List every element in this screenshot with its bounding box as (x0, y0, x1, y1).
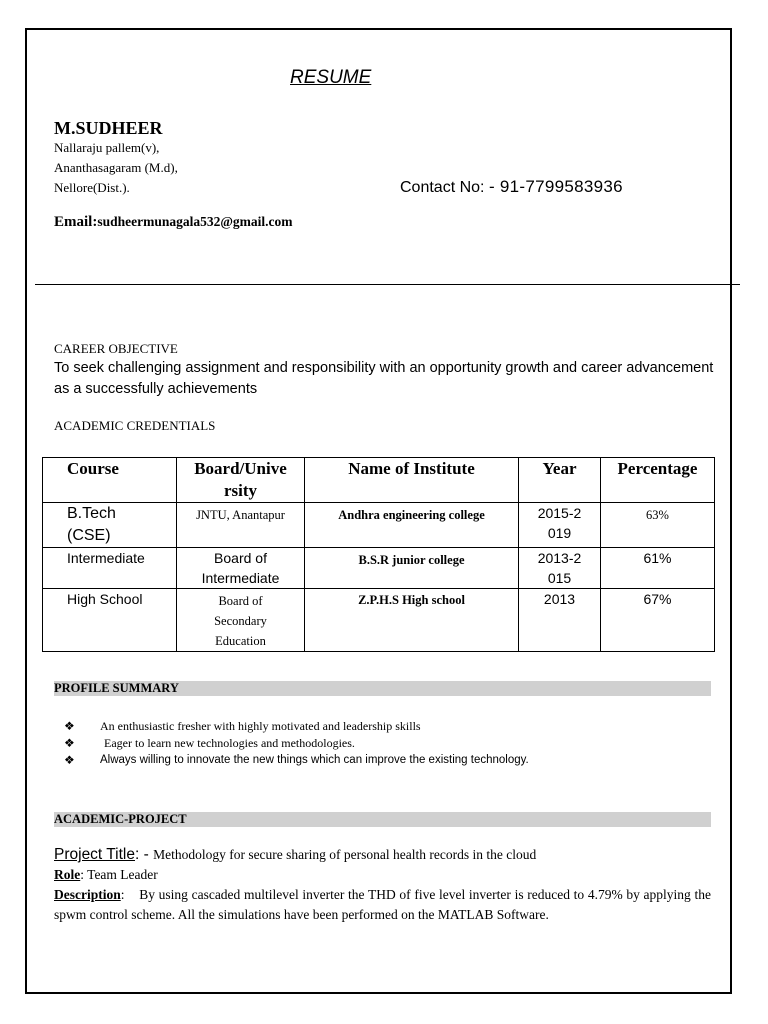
career-objective-text: To seek challenging assignment and responsibility with an opportunity growth and career advancement as a successfully achievements (54, 360, 714, 397)
candidate-name: M.SUDHEER (54, 118, 163, 138)
cell-course (43, 503, 177, 548)
cell-board (177, 548, 305, 589)
col-board (177, 458, 305, 503)
cell-year-text: 2013-2015 (537, 550, 582, 586)
address-line-2: Ananthasagaram (M.d), (54, 160, 178, 175)
col-course: Course (43, 458, 177, 503)
cell-year (519, 548, 601, 589)
table-row (43, 589, 715, 652)
project-description (54, 885, 711, 924)
cell-year: 2013 (519, 589, 601, 652)
project-role-line (54, 867, 711, 883)
list-item (64, 718, 529, 735)
cell-course: High School (43, 589, 177, 652)
cell-course (43, 548, 177, 589)
table-header-row (43, 458, 715, 503)
project-title: Methodology for secure sharing of personal health records in the cloud (153, 847, 537, 862)
description-label: Description (54, 887, 121, 902)
contact-number (400, 177, 623, 197)
col-institute: Name of Institute (305, 458, 519, 503)
project-title-line (54, 846, 711, 864)
role-value: Team Leader (87, 867, 158, 882)
address-line-3: Nellore(Dist.). (54, 180, 130, 195)
profile-item-text: Eager to learn new technologies and methodologies. (104, 736, 355, 750)
academic-project-heading: ACADEMIC-PROJECT (54, 812, 711, 827)
address-line-1: Nallaraju pallem(v), (54, 140, 160, 155)
diamond-bullet-icon: ❖ (64, 753, 75, 767)
contact-value: - 91-7799583936 (488, 177, 623, 196)
table-row (43, 503, 715, 548)
email (54, 214, 293, 231)
col-percentage-label: Percentage (617, 459, 698, 478)
list-item (64, 735, 529, 752)
profile-item-text: An enthusiastic fresher with highly motivated and leadership skills (100, 719, 421, 733)
description-text: By using cascaded multilevel inverter the THD of five level inverter is reduced to 4.79% by applying the spwm control scheme. All the simulations have been performed on the MATLAB Software. (54, 887, 711, 922)
col-percentage (601, 458, 715, 503)
email-address[interactable]: sudheermunagala532@gmail.com (97, 214, 293, 229)
cell-percentage: 67% (601, 589, 715, 652)
academic-table (42, 457, 715, 652)
academic-credentials-heading: ACADEMIC CREDENTIALS (54, 418, 216, 433)
description-separator: : (120, 887, 140, 902)
cell-institute: Z.P.H.S High school (305, 589, 519, 652)
cell-institute: B.S.R junior college (305, 548, 519, 589)
cell-board (177, 589, 305, 652)
cell-course-text: B.Tech (CSE) (67, 505, 116, 544)
cell-year (519, 503, 601, 548)
project-title-separator: : - (134, 846, 154, 863)
email-label: Email: (54, 214, 98, 230)
project-title-label: Project Title (54, 846, 135, 863)
cell-board: JNTU, Anantapur (177, 503, 305, 548)
cell-board-text: Board of Intermediate (201, 550, 280, 586)
header-divider (35, 284, 740, 285)
cell-percentage: 63% (601, 503, 715, 548)
cell-course-text: Intermediate (67, 550, 145, 566)
diamond-bullet-icon: ❖ (64, 736, 75, 750)
list-item (64, 752, 529, 769)
cell-percentage: 61% (601, 548, 715, 589)
contact-label: Contact No: (400, 179, 489, 196)
profile-item-text: Always willing to innovate the new things which can improve the existing technology. (100, 754, 529, 766)
role-label: Role (54, 867, 81, 882)
cell-institute: Andhra engineering college (305, 503, 519, 548)
profile-summary-heading: PROFILE SUMMARY (54, 681, 711, 696)
resume-title: RESUME (290, 67, 372, 88)
cell-board-text: Board of Secondary Education (214, 594, 267, 648)
diamond-bullet-icon: ❖ (64, 719, 75, 733)
profile-summary-list (64, 718, 529, 769)
col-year: Year (519, 458, 601, 503)
cell-year-text: 2015-2019 (537, 505, 582, 541)
table-row (43, 548, 715, 589)
col-board-label: Board/University (194, 459, 287, 500)
role-separator: : (80, 867, 88, 882)
career-objective-heading: CAREER OBJECTIVE (54, 341, 178, 356)
